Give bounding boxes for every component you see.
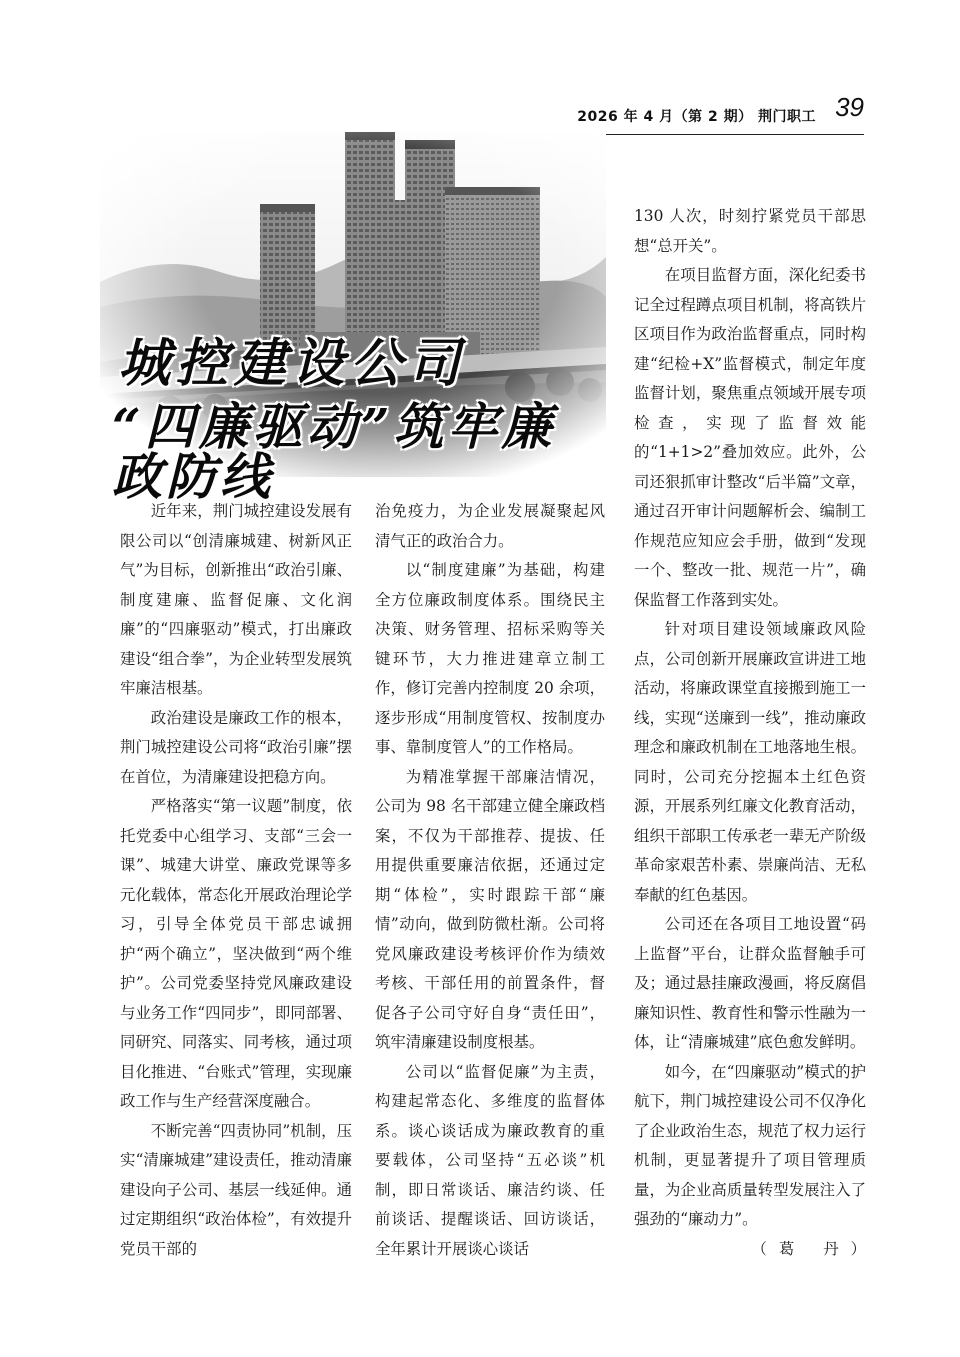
- paragraph-text: 如今，在“四廉驱动”模式的护航下，荆门城控建设公司不仅净化了企业政治生态，规范了权力运行机制，更显著提升了项目管理质量，为企业高质量转型发展注入了强劲的“廉动力”。: [634, 1062, 866, 1228]
- page-number: 39: [835, 92, 864, 122]
- text-column-3: [634, 202, 878, 1264]
- paragraph: 针对项目建设领域廉政风险点，公司创新开展廉政宣讲进工地活动，将廉政课堂直接搬到施工一线，实现“送廉到一线”，推动廉政理念和廉政机制在工地落地生根。同时，公司充分挖掘本土红色资源，开展系列红廉文化教育活动，组织干部职工传承老一辈无产阶级革命家艰苦朴素、崇廉尚洁、无私奉献的红色基因。: [634, 620, 866, 904]
- page-header: [120, 94, 864, 135]
- paragraph: 近年来，荆门城控建设发展有限公司以“创清廉城建、树新风正气”为目标，创新推出“政治引廉、制度建廉、监督促廉、文化润廉”的“四廉驱动”模式，打出廉政建设“组合拳”，为企业转型发展筑牢廉洁根基。: [120, 502, 352, 697]
- paragraph: 不断完善“四责协同”机制，压实“清廉城建”建设责任，推动清廉建设向子公司、基层一线延伸。通过定期组织“政治体检”，有效提升党员干部的: [120, 1121, 352, 1258]
- author-byline: （葛 丹）: [751, 1239, 878, 1258]
- paragraph: 政治建设是廉政工作的根本，荆门城控建设公司将“政治引廉”摆在首位，为清廉建设把稳方向。: [120, 708, 352, 786]
- title-line-1: 城控建设公司: [118, 333, 467, 394]
- paragraph: 严格落实“第一议题”制度，依托党委中心组学习、支部“三会一课”、城建大讲堂、廉政党课等多元化载体，常态化开展政治理论学习，引导全体党员干部忠诚拥护“两个确立”，坚决做到“两个维护”。公司党委坚持党风廉政建设与业务工作“四同步”，即同部署、同研究、同落实、同考核，通过项目化推进、“台账式”管理，实现廉政工作与生产经营深度融合。: [120, 797, 352, 1110]
- text-column-1: [120, 497, 352, 1264]
- paragraph: 治免疫力，为企业发展凝聚起风清气正的政治合力。: [375, 502, 605, 550]
- paragraph: 公司还在各项目工地设置“码上监督”平台，让群众监督触手可及；通过悬挂廉政漫画，将反腐倡廉知识性、教育性和警示性融为一体，让“清廉城建”底色愈发鲜明。: [634, 915, 866, 1051]
- title-line-2: “四廉驱动”筑牢廉政防线: [112, 397, 556, 506]
- text-column-2: [375, 497, 605, 1264]
- issue-info: 2026 年 4 月（第 2 期） 荆门职工: [577, 109, 816, 125]
- paragraph: 为精准掌握干部廉洁情况，公司为 98 名干部建立健全廉政档案，不仅为干部推荐、提拔、任用提供重要廉洁依据，还通过定期“体检”，实时跟踪干部“廉情”动向，做到防微杜渐。公司将党风廉政建设考核评价作为绩效考核、干部任用的前置条件，督促各子公司守好自身“责任田”，筑牢清廉建设制度根基。: [375, 767, 605, 1051]
- paragraph: 130 人次，时刻拧紧党员干部思想“总开关”。: [634, 207, 866, 255]
- article-title: [112, 333, 602, 506]
- paragraph: 在项目监督方面，深化纪委书记全过程蹲点项目机制，将高铁片区项目作为政治监督重点，同时构建“纪检+X”监督模式，制定年度监督计划，聚焦重点领域开展专项检查，实现了监督效能的“1+1>2”叠加效应。此外，公司还狠抓审计整改“后半篇”文章，通过召开审计问题解析会、编制工作规范应知应会手册，做到“发现一个、整改一批、规范一片”，确保监督工作落到实处。: [634, 266, 866, 609]
- paragraph: [634, 1058, 878, 1258]
- paragraph: 公司以“监督促廉”为主责，构建起常态化、多维度的监督体系。谈心谈话成为廉政教育的重要载体，公司坚持“五必谈”机制，即日常谈话、廉洁约谈、任前谈话、提醒谈话、回访谈话，全年累计开展谈心谈话: [375, 1062, 605, 1258]
- paragraph: 以“制度建廉”为基础，构建全方位廉政制度体系。围绕民主决策、财务管理、招标采购等关键环节，大力推进建章立制工作，修订完善内控制度 20 余项，逐步形成“用制度管权、按制度办事、靠制度管人”的工作格局。: [375, 561, 605, 756]
